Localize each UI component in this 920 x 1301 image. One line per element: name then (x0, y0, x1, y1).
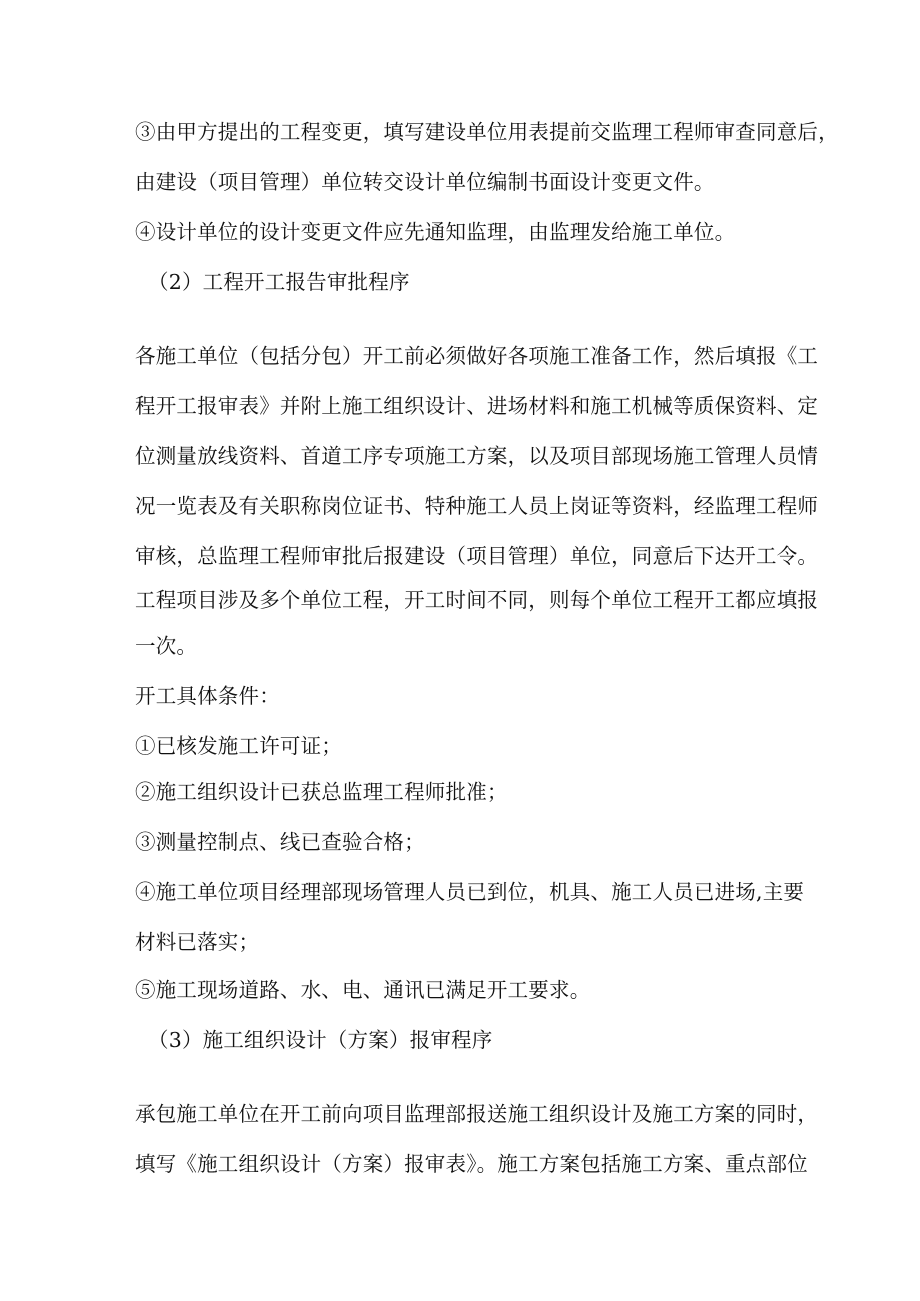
text-line: 填写《施工组织设计（方案）报审表》。施工方案包括施工方案、重点部位 (135, 1152, 808, 1176)
list-item: ②施工组织设计已获总监理工程师批准； (135, 780, 508, 804)
text-line: 位测量放线资料、首道工序专项施工方案，以及项目部现场施工管理人员情 (135, 444, 819, 468)
section-heading: （2）工程开工报告审批程序 (148, 270, 410, 294)
text-line: ④设计单位的设计变更文件应先通知监理，由监理发给施工单位。 (135, 220, 736, 244)
list-item: ③测量控制点、线已查验合格； (135, 830, 425, 854)
list-item: ⑤施工现场道路、水、电、通讯已满足开工要求。 (135, 978, 591, 1002)
text-line: 审核，总监理工程师审批后报建设（项目管理）单位，同意后下达开工令。 (135, 544, 819, 568)
text-line: 材料已落实； (135, 930, 260, 954)
text-line: 程开工报审表》并附上施工组织设计、进场材料和施工机械等质保资料、定 (135, 394, 819, 418)
text-line: 各施工单位（包括分包）开工前必须做好各项施工准备工作，然后填报《工 (135, 344, 819, 368)
text-line: 工程项目涉及多个单位工程，开工时间不同，则每个单位工程开工都应填报 (135, 588, 819, 612)
list-item: ①已核发施工许可证； (135, 734, 342, 758)
text-line: 况一览表及有关职称岗位证书、特种施工人员上岗证等资料，经监理工程师 (135, 494, 819, 518)
text-line: 开工具体条件： (135, 684, 280, 708)
section-heading: （3）施工组织设计（方案）报审程序 (148, 1028, 493, 1052)
text-line: 承包施工单位在开工前向项目监理部报送施工组织设计及施工方案的同时， (135, 1102, 819, 1126)
list-item: ④施工单位项目经理部现场管理人员已到位，机具、施工人员已进场,主要 (135, 880, 805, 904)
text-line: ③由甲方提出的工程变更，填写建设单位用表提前交监理工程师审查同意后， (135, 120, 839, 144)
text-line: 由建设（项目管理）单位转交设计单位编制书面设计变更文件。 (135, 170, 715, 194)
text-line: 一次。 (135, 634, 198, 658)
